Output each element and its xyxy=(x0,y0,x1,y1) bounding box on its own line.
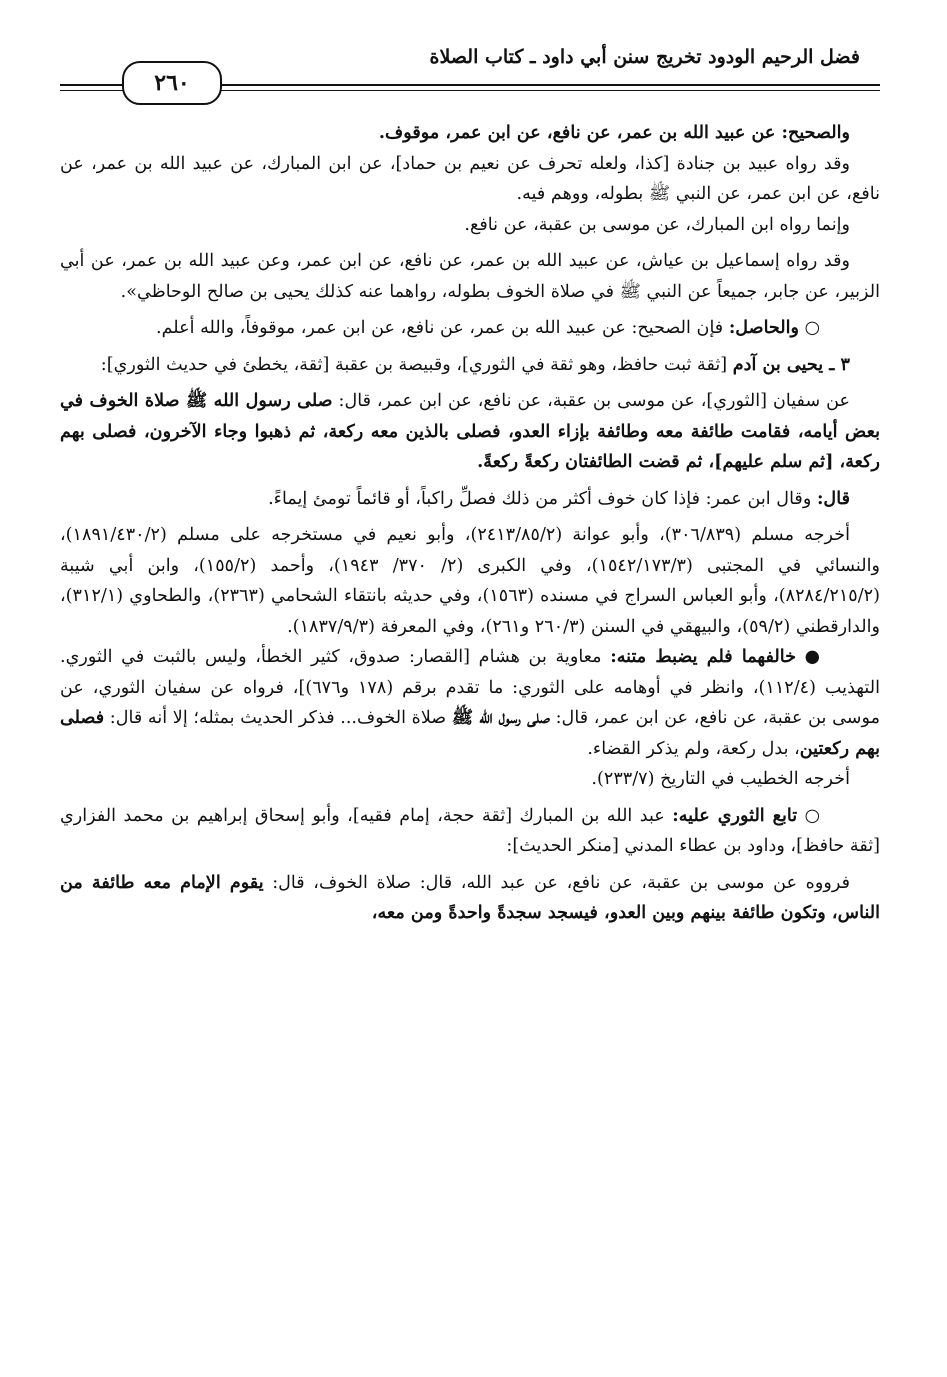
paragraph-text: معاوية بن هشام [القصار: صدوق، كثير الخطأ، وليس بالثبت في الثوري. التهذيب (١١٢/٤)، وانظر في أوهامه على الثوري: ما تقدم برقم (١٧٨ و٦٧٦)]، فرواه عن سفيان الثوري، عن موسى بن عقبة، عن نافع، عن ابن عمر، قال: xyxy=(60,647,880,728)
paragraph-ibn-umar-saying xyxy=(60,484,880,515)
paragraph-text: [ثقة ثبت حافظ، وهو ثقة في الثوري]، وقبيصة بن عقبة [ثقة، يخطئ في حديث الثوري]: xyxy=(100,354,733,375)
paragraph-text: وقال ابن عمر: فإذا كان خوف أكثر من ذلك فصلِّ راكباً، أو قائماً تومئ إيماءً. xyxy=(268,488,817,509)
running-title: فضل الرحيم الودود تخريج سنن أبي داود ـ كتاب الصلاة xyxy=(429,46,860,68)
paragraph-takhrij-sources: أخرجه مسلم (٣٠٦/٨٣٩)، وأبو عوانة (٢٤١٣/٨٥/٢)، وأبو نعيم في مستخرجه على مسلم (١٨٩١/٤٣٠/٢)، والنسائي في المجتبى (١٥٤٢/١٧٣/٣)، وفي الكبرى (٢/ ٣٧٠/ ١٩٤٣)، وأحمد (١٥٥/٢)، وابن أبي شيبة (٨٢٨٤/٢١٥/٢)، وأبو العباس السراج في مسنده (١٥٦٣)، وفي حديثه بانتقاء الشحامي (٢٣٦٣)، والطحاوي (٣١٢/١)، والدارقطني (٥٩/٢)، والبيهقي في السنن (٢٦٠/٣ و٢٦١)، وفي المعرفة (١٨٣٧/٩/٣). xyxy=(60,525,880,637)
page-body xyxy=(60,118,880,935)
paragraph-yahya-ibn-adam xyxy=(60,350,880,381)
paragraph-summary xyxy=(60,313,880,344)
paragraph-text: فإن الصحيح: عن عبيد الله بن عمر، عن نافع، عن ابن عمر، موقوفاً، والله أعلم. xyxy=(155,318,729,338)
paragraph-label: والحاصل: xyxy=(728,317,800,338)
paragraph-text: صلاة الخوف... فذكر الحديث بمثله؛ إلا أنه قال: xyxy=(104,708,452,728)
hadith-matn: صلى رسول الله ﷺ xyxy=(451,707,550,728)
paragraph-text: ، بدل ركعة، ولم يذكر القضاء. xyxy=(587,738,800,759)
running-header xyxy=(60,40,880,110)
circle-bullet-icon: ○ xyxy=(804,804,821,826)
paragraph-label: خالفهما فلم يضبط متنه: xyxy=(610,646,796,667)
paragraph-label: ٣ ـ يحيى بن آدم xyxy=(732,353,850,375)
circle-bullet-icon: ○ xyxy=(804,317,820,338)
paragraph-ibn-mubarak: وإنما رواه ابن المبارك، عن موسى بن عقبة، عن نافع. xyxy=(464,214,850,235)
book-page xyxy=(60,40,880,1360)
paragraph-hadith-text xyxy=(60,386,880,478)
filled-bullet-icon: ● xyxy=(804,646,821,667)
paragraph-text: عبد الله بن المبارك [ثقة حجة، إمام فقيه]، وأبو إسحاق إبراهيم بن محمد الفزاري [ثقة حافظ]، وداود بن عطاء المدني [منكر الحديث]: xyxy=(60,805,880,856)
hadith-matn: صلى رسول الله ﷺ صلاة الخوف في بعض أيامه، فقامت طائفة معه وطائفة بإزاء العدو، فصلى بالذين معه ركعة، ثم ذهبوا وجاء الآخرون، فصلى بهم ركعة، [ثم سلم عليهم]، ثم قضت الطائفتان ركعةً ركعةً. xyxy=(60,390,880,472)
paragraph-label: تابع الثوري عليه: xyxy=(672,804,798,826)
paragraph-musa-narration xyxy=(60,868,880,929)
page-number-badge: ٢٦٠ xyxy=(122,61,222,105)
paragraph-text: عن سفيان [الثوري]، عن موسى بن عقبة، عن نافع، عن ابن عمر، قال: xyxy=(332,391,850,411)
hadith-matn: يقوم الإمام معه طائفة من الناس، وتكون طائفة بينهم وبين العدو، فيسجد سجدةً واحدةً ومن معه، xyxy=(60,871,880,923)
paragraph-khatib-source: أخرجه الخطيب في التاريخ (٢٣٣/٧). xyxy=(591,769,850,789)
hadith-matn: فصلى بهم ركعتين xyxy=(60,707,880,759)
paragraph-ubayd-narration: وقد رواه عبيد بن جنادة [كذا، ولعله تحرف عن نعيم بن حماد]، عن ابن المبارك، عن عبيد الله بن عمر، عن نافع، عن ابن عمر، عن النبي ﷺ بطوله، ووهم فيه. xyxy=(60,153,880,204)
paragraph-followers xyxy=(60,801,880,862)
paragraph-label: والصحيح: xyxy=(781,122,850,143)
paragraph-conclusion xyxy=(60,118,880,149)
paragraph-muawiya-dissent xyxy=(60,642,880,764)
paragraph-text: فرووه عن موسى بن عقبة، عن نافع، عن عبد الله، قال: صلاة الخوف، قال: xyxy=(263,872,850,893)
paragraph-label: قال: xyxy=(816,487,850,509)
paragraph-bold-text: عن عبيد الله بن عمر، عن نافع، عن ابن عمر، موقوف. xyxy=(378,122,782,143)
paragraph-ismail-narration: وقد رواه إسماعيل بن عياش، عن عبيد الله بن عمر، عن نافع، عن ابن عمر، وعن عبيد الله بن عمر، عن أبي الزبير، عن جابر، جميعاً عن النبي ﷺ في صلاة الخوف بطوله، رواهما عنه كذلك يحيى بن صالح الوحاظي». xyxy=(60,251,880,302)
